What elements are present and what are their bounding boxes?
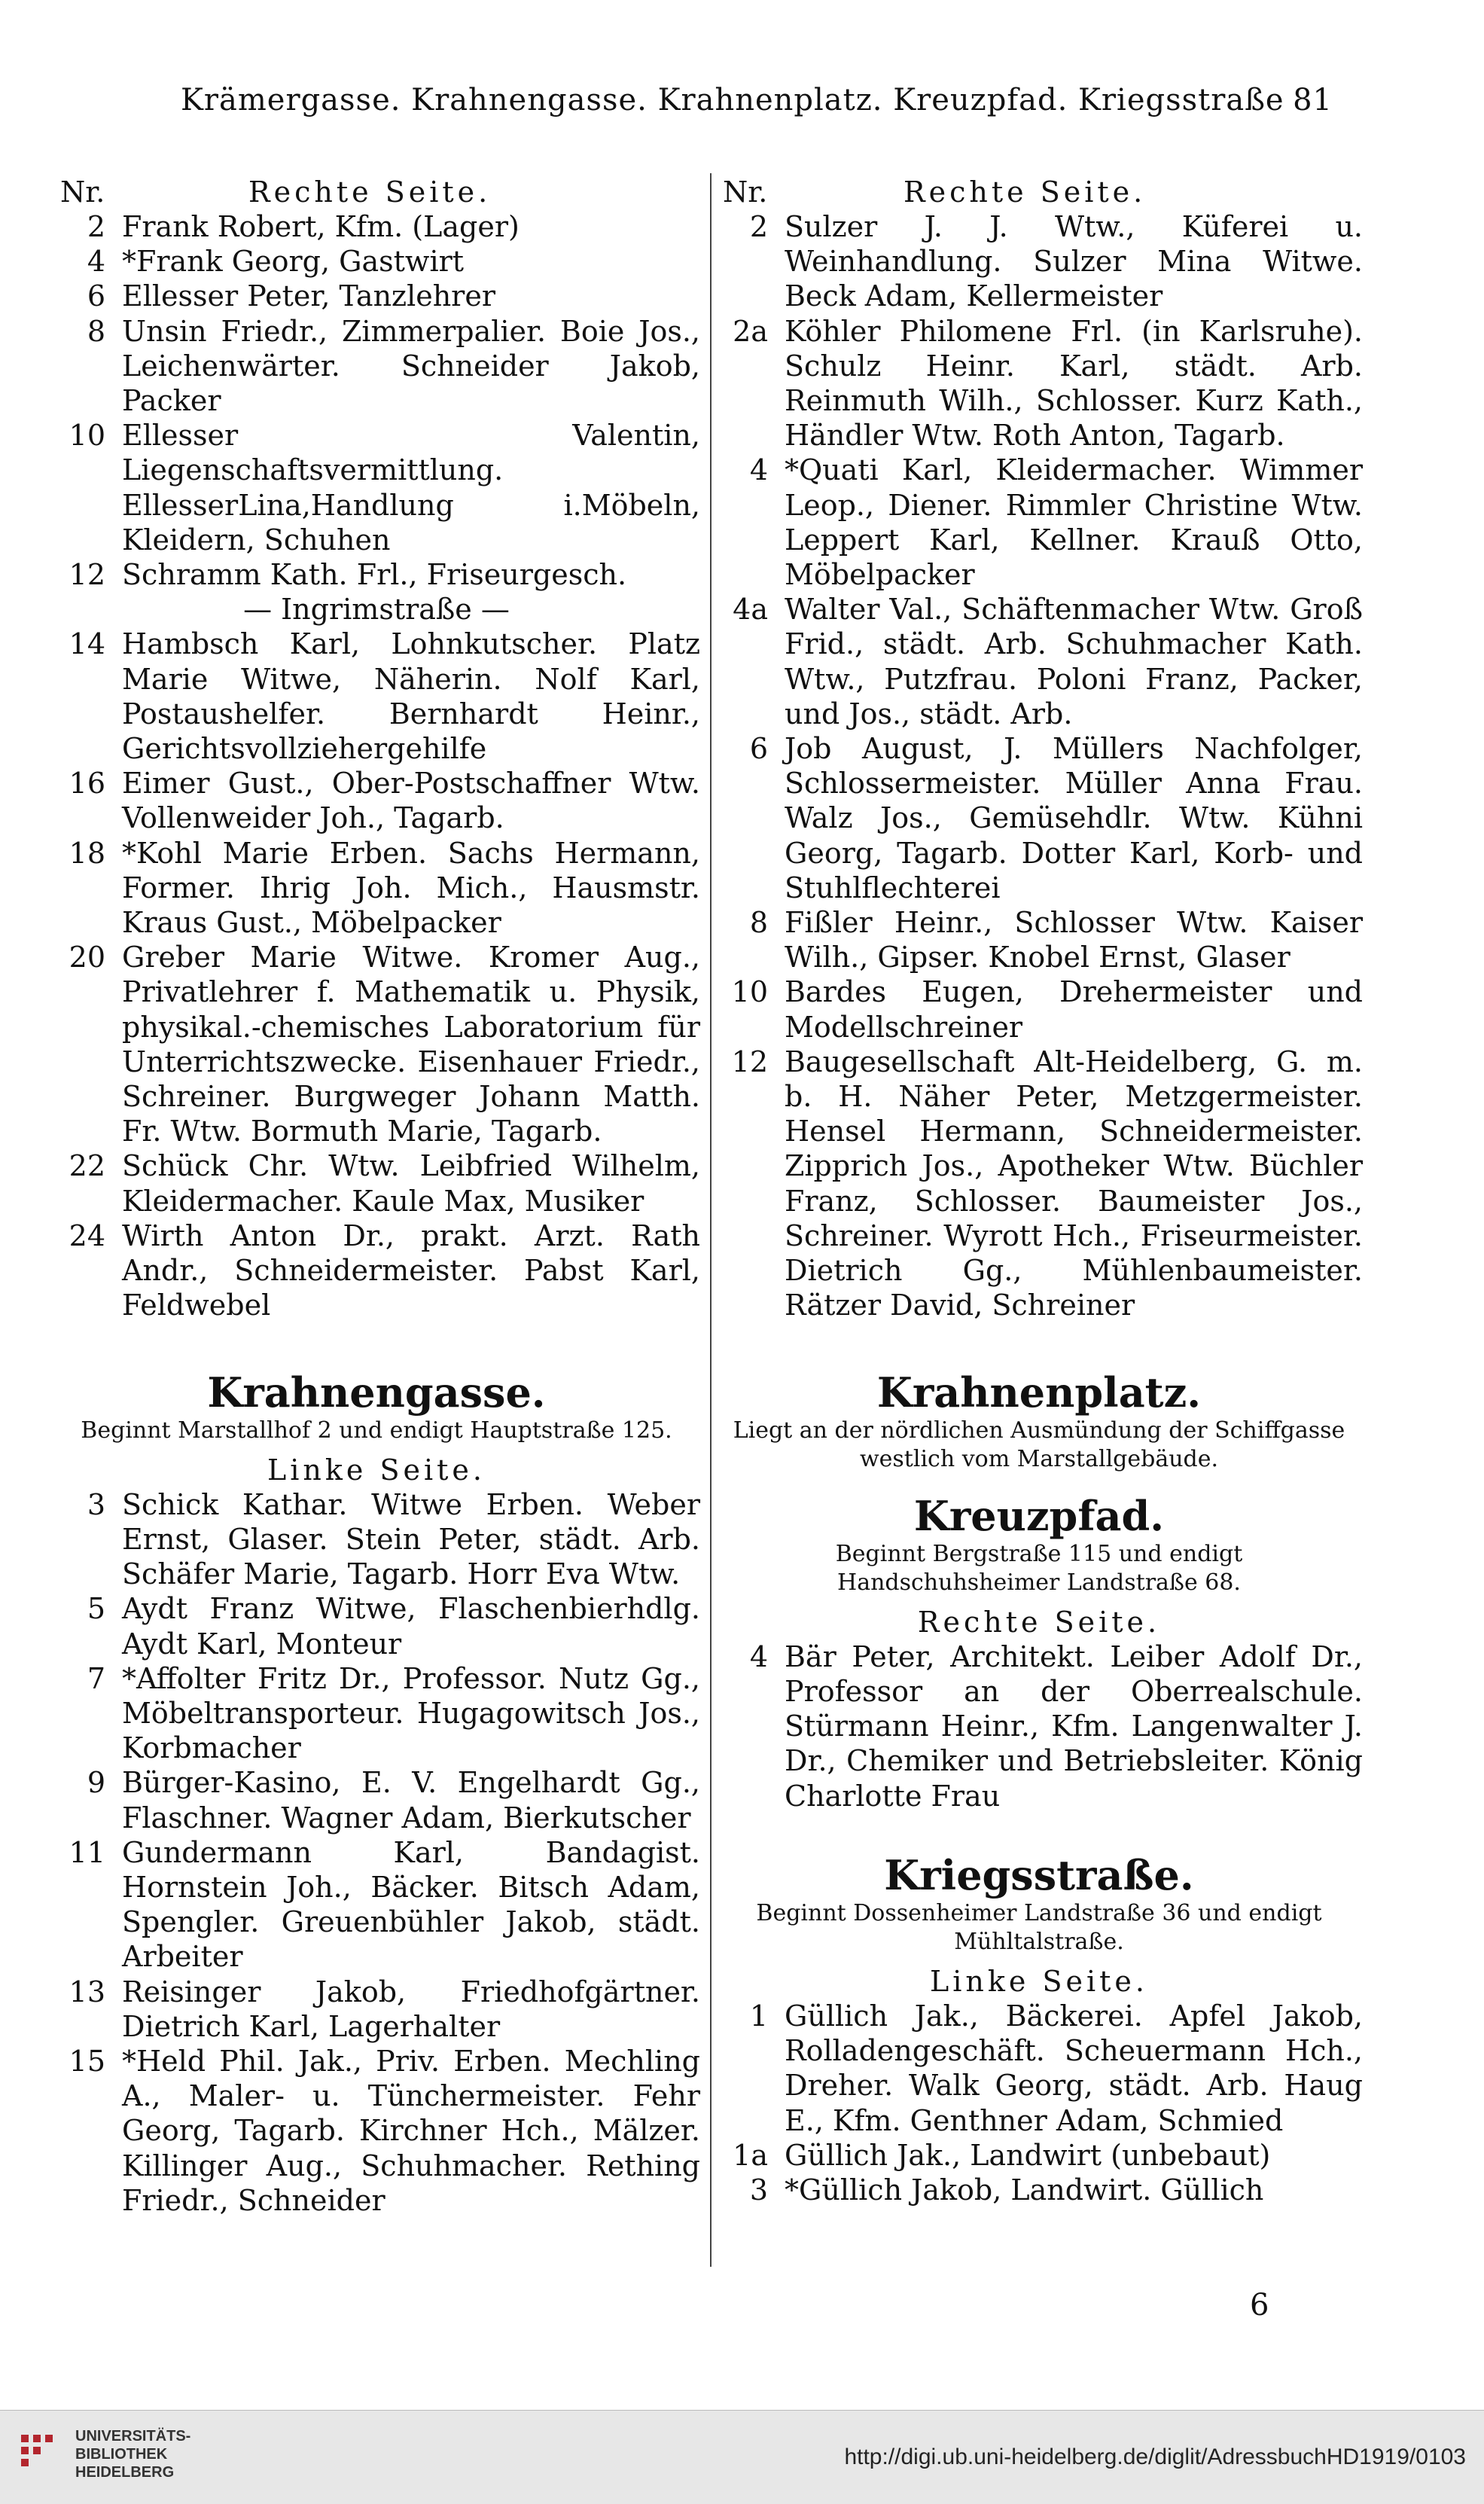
- residents-text: *Kohl Marie Erben. Sachs Hermann, Former. Ihrig Joh. Mich., Hausmstr. Kraus Gust., Möbelpacker: [122, 836, 700, 940]
- house-number: 12: [69, 558, 105, 592]
- signature-mark: 6: [1250, 2288, 1269, 2323]
- section-note: Beginnt Bergstraße 115 und endigt Handschuhsheimer Landstraße 68.: [835, 1540, 1243, 1596]
- cross-street: — Ingrimstraße —: [243, 593, 510, 627]
- address-entry: [53, 1218, 700, 1323]
- house-number: 8: [749, 906, 768, 940]
- residents-text: Schick Kathar. Witwe Erben. Weber Ernst, Glaser. Stein Peter, städt. Arb. Schäfer Marie, Tagarb. Horr Eva Wtw.: [122, 1487, 700, 1591]
- address-entry: [715, 1045, 1363, 1323]
- residents-text: Ellesser Peter, Tanzlehrer: [122, 279, 496, 313]
- entry-list: [715, 1999, 1363, 2207]
- address-entry: [53, 314, 700, 419]
- residents-text: Bär Peter, Architekt. Leiber Adolf Dr., Professor an der Oberrealschule. Stürmann Heinr., Kfm. Langenwalter J. Dr., Chemiker und Betriebsleiter. König Charlotte Frau: [785, 1639, 1363, 1813]
- house-number: 5: [87, 1592, 105, 1626]
- residents-text: Ellesser Valentin, Liegenschaftsvermittlung. EllesserLina,Handlung i.Möbeln, Kleidern, Schuhen: [122, 419, 700, 557]
- library-logo-icon: [17, 2430, 62, 2475]
- address-entry: [53, 1975, 700, 2044]
- address-entry: [53, 244, 700, 279]
- house-number: 8: [87, 314, 105, 348]
- entry-list: [715, 209, 1363, 1323]
- entry-list: [53, 1487, 700, 2218]
- house-number: 4: [749, 1639, 768, 1673]
- house-number: 15: [69, 2044, 105, 2078]
- residents-text: Aydt Franz Witwe, Flaschenbierhdlg. Aydt Karl, Monteur: [122, 1592, 700, 1661]
- address-entry: [715, 2173, 1363, 2207]
- address-entry: [53, 2044, 700, 2218]
- house-number: 18: [69, 836, 105, 870]
- address-entry: [715, 2138, 1363, 2173]
- residents-text: Bardes Eugen, Drehermeister und Modellschreiner: [785, 975, 1363, 1044]
- residents-text: *Güllich Jakob, Landwirt. Güllich: [785, 2173, 1264, 2207]
- left-column-head: [53, 175, 700, 209]
- nr-label: Nr.: [723, 175, 768, 209]
- address-entry: [715, 592, 1363, 731]
- residents-text: Schramm Kath. Frl., Friseurgesch.: [122, 558, 627, 592]
- address-entry: [53, 766, 700, 835]
- house-number: 22: [69, 1149, 105, 1183]
- side-label: Rechte Seite.: [248, 175, 492, 209]
- address-entry: [53, 940, 700, 1148]
- residents-text: *Frank Georg, Gastwirt: [122, 245, 465, 279]
- residents-text: *Affolter Fritz Dr., Professor. Nutz Gg., Möbeltransporteur. Hugagowitsch Jos., Korbmacher: [122, 1661, 700, 1765]
- residents-text: Güllich Jak., Bäckerei. Apfel Jakob, Rolladengeschäft. Scheuermann Hch., Dreher. Walk Georg, städt. Arb. Haug E., Kfm. Genthner Adam, Schmied: [785, 1999, 1363, 2137]
- address-entry: [715, 1639, 1363, 1813]
- address-entry: [715, 209, 1363, 314]
- house-number: 16: [69, 767, 105, 801]
- house-number: 4: [87, 245, 105, 279]
- house-number: 1a: [733, 2138, 768, 2172]
- residents-text: Güllich Jak., Landwirt (unbebaut): [785, 2138, 1271, 2172]
- running-header: [181, 83, 1333, 117]
- side-label: Linke Seite.: [930, 1964, 1148, 1998]
- residents-text: Job August, J. Müllers Nachfolger, Schlossermeister. Müller Anna Frau. Walz Jos., Gemüsehdlr. Wtw. Kühni Georg, Tagarb. Dotter Karl, Korb- und Stuhlflechterei: [785, 732, 1363, 904]
- library-name: UNIVERSITÄTS- BIBLIOTHEK HEIDELBERG: [75, 2428, 191, 2481]
- house-number: 9: [87, 1766, 105, 1800]
- address-entry: [53, 418, 700, 557]
- house-number: 4a: [733, 593, 768, 627]
- residents-text: Baugesellschaft Alt-Heidelberg, G. m. b. H. Näher Peter, Metzgermeister. Hensel Hermann, Schneidermeister. Zipprich Jos., Apotheker Wtw. Büchler Franz, Schlosser. Baumeister Jos., Schreiner. Wyrott Hch., Friseurmeister. Dietrich Gg., Mühlenbaumeister. Rätzer David, Schreiner: [785, 1045, 1363, 1322]
- residents-text: Fißler Heinr., Schlosser Wtw. Kaiser Wilh., Gipser. Knobel Ernst, Glaser: [785, 906, 1363, 974]
- residents-text: Sulzer J. J. Wtw., Küferei u. Weinhandlung. Sulzer Mina Witwe. Beck Adam, Kellermeister: [785, 210, 1363, 313]
- address-entry: [53, 1487, 700, 1592]
- address-entry: [53, 1835, 700, 1975]
- section-title-kreuzpfad: Kreuzpfad.: [913, 1491, 1165, 1540]
- house-number: 6: [749, 732, 768, 766]
- residents-text: Köhler Philomene Frl. (in Karlsruhe). Schulz Heinr. Karl, städt. Arb. Reinmuth Wilh., Schlosser. Kurz Kath., Händler Wtw. Roth Anton, Tagarb.: [785, 314, 1363, 453]
- residents-text: Unsin Friedr., Zimmerpalier. Boie Jos., Leichenwärter. Schneider Jakob, Packer: [122, 314, 700, 418]
- house-number: 12: [731, 1045, 768, 1078]
- house-number: 1: [749, 1999, 768, 2033]
- address-entry: [715, 1999, 1363, 2138]
- house-number: 24: [69, 1218, 105, 1252]
- residents-text: Frank Robert, Kfm. (Lager): [122, 210, 520, 243]
- section-note: Beginnt Marstallhof 2 und endigt Hauptstraße 125.: [81, 1417, 672, 1444]
- house-number: 4: [749, 453, 768, 487]
- address-entry: [53, 279, 700, 313]
- side-label: Rechte Seite.: [917, 1605, 1161, 1639]
- house-number: 11: [69, 1835, 105, 1869]
- house-number: 20: [69, 941, 105, 974]
- entry-list: [53, 627, 700, 1322]
- viewer-footer: [0, 2410, 1484, 2504]
- section-title-kriegsstrasse: Kriegsstraße.: [884, 1850, 1194, 1899]
- section-title-krahnenplatz: Krahnenplatz.: [876, 1368, 1202, 1417]
- entry-list: [53, 209, 700, 592]
- column-divider: [710, 173, 712, 2267]
- residents-text: Schück Chr. Wtw. Leibfried Wilhelm, Kleidermacher. Kaule Max, Musiker: [122, 1149, 700, 1218]
- address-entry: [53, 1765, 700, 1835]
- residents-text: Walter Val., Schäftenmacher Wtw. Groß Frid., städt. Arb. Schuhmacher Kath. Wtw., Putzfrau. Poloni Franz, Packer, und Jos., städt. Arb.: [785, 593, 1363, 730]
- house-number: 10: [731, 975, 768, 1009]
- address-entry: [53, 1591, 700, 1661]
- residents-text: Wirth Anton Dr., prakt. Arzt. Rath Andr., Schneidermeister. Pabst Karl, Feldwebel: [122, 1218, 700, 1322]
- address-entry: [715, 974, 1363, 1044]
- right-column: [715, 175, 1363, 2207]
- residents-text: *Quati Karl, Kleidermacher. Wimmer Leop., Diener. Rimmler Christine Wtw. Leppert Karl, Kellner. Krauß Otto, Möbelpacker: [785, 453, 1363, 592]
- address-entry: [53, 627, 700, 766]
- house-number: 2: [749, 210, 768, 243]
- house-number: 10: [69, 419, 105, 453]
- side-label: Rechte Seite.: [904, 175, 1147, 209]
- house-number: 2: [87, 210, 105, 243]
- address-entry: [53, 1148, 700, 1218]
- house-number: 6: [87, 279, 105, 313]
- address-entry: [53, 557, 700, 592]
- address-entry: [53, 836, 700, 941]
- house-number: 3: [87, 1487, 105, 1521]
- residents-text: Greber Marie Witwe. Kromer Aug., Privatlehrer f. Mathematik u. Physik, physikal.-chemisches Laboratorium für Unterrichtszwecke. Eisenhauer Friedr., Schreiner. Burgweger Johann Matth. Fr. Wtw. Bormuth Marie, Tagarb.: [122, 941, 700, 1148]
- residents-text: Bürger-Kasino, E. V. Engelhardt Gg., Flaschner. Wagner Adam, Bierkutscher: [122, 1766, 700, 1835]
- residents-text: *Held Phil. Jak., Priv. Erben. Mechling A., Maler- u. Tünchermeister. Fehr Georg, Tagarb. Kirchner Hch., Mälzer. Killinger Aug., Schuhmacher. Rething Friedr., Schneider: [122, 2044, 700, 2217]
- right-column-head: [715, 175, 1363, 209]
- side-label: Linke Seite.: [267, 1453, 486, 1487]
- nr-label: Nr.: [60, 175, 105, 209]
- section-note: Beginnt Dossenheimer Landstraße 36 und endigt Mühltalstraße.: [756, 1899, 1322, 1955]
- section-note: Liegt an der nördlichen Ausmündung der Schiffgasse westlich vom Marstallgebäude.: [733, 1417, 1345, 1472]
- address-entry: [715, 731, 1363, 905]
- source-url[interactable]: http://digi.ub.uni-heidelberg.de/diglit/AdressbuchHD1919/0103: [844, 2445, 1466, 2469]
- address-entry: [53, 1661, 700, 1766]
- address-entry: [53, 209, 700, 244]
- residents-text: Eimer Gust., Ober-Postschaffner Wtw. Vollenweider Joh., Tagarb.: [122, 767, 700, 835]
- section-title-krahnengasse: Krahnengasse.: [207, 1368, 546, 1417]
- house-number: 13: [69, 1975, 105, 2008]
- address-entry: [715, 905, 1363, 974]
- left-column: [53, 175, 700, 2218]
- residents-text: Gundermann Karl, Bandagist. Hornstein Joh., Bäcker. Bitsch Adam, Spengler. Greuenbühler Jakob, städt. Arbeiter: [122, 1835, 700, 1974]
- house-number: 14: [69, 627, 105, 661]
- address-entry: [715, 453, 1363, 592]
- house-number: 7: [87, 1661, 105, 1695]
- residents-text: Hambsch Karl, Lohnkutscher. Platz Marie Witwe, Näherin. Nolf Karl, Postaushelfer. Bernhardt Heinr., Gerichtsvollziehergehilfe: [122, 627, 700, 766]
- residents-text: Reisinger Jakob, Friedhofgärtner. Dietrich Karl, Lagerhalter: [122, 1975, 700, 2043]
- house-number: 3: [749, 2173, 768, 2207]
- page-number: 81: [1293, 83, 1333, 117]
- entry-list: [715, 1639, 1363, 1813]
- address-entry: [715, 314, 1363, 453]
- header-title: Krämergasse. Krahnengasse. Krahnenplatz. Kreuzpfad. Kriegsstraße: [181, 83, 1284, 117]
- house-number: 2a: [733, 314, 768, 348]
